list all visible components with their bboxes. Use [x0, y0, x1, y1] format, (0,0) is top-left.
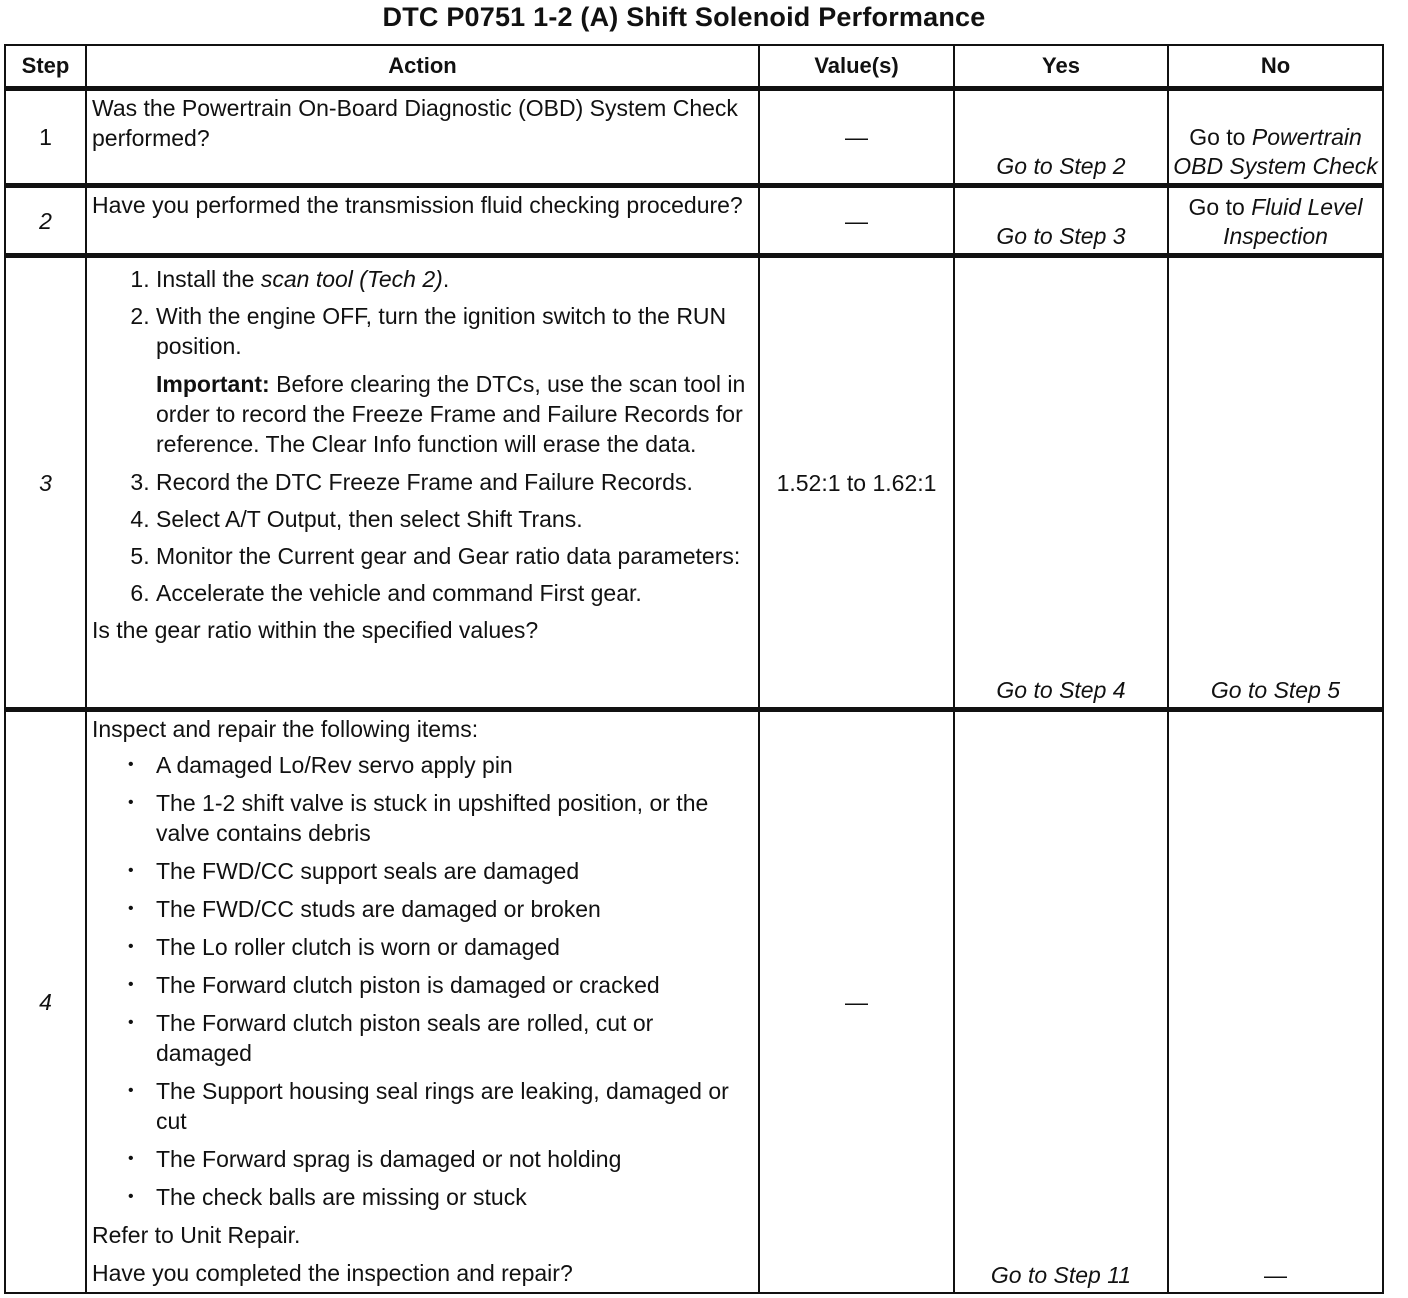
header-yes: Yes: [954, 45, 1168, 89]
list-item: • The FWD/CC support seals are damaged: [156, 856, 750, 886]
table-row-step-1: [5, 89, 1383, 186]
procedure-step: [156, 301, 750, 459]
procedure-step: [156, 504, 750, 534]
important-note: [156, 369, 750, 459]
header-action: Action: [86, 45, 759, 89]
procedure-step: [156, 264, 750, 294]
no-cell: [1168, 710, 1383, 1294]
yes-link[interactable]: Go to Step 3: [996, 223, 1126, 249]
step-text: Install the: [156, 266, 255, 292]
list-item: • The 1-2 shift valve is stuck in upshifted position, or the valve contains debris: [156, 788, 750, 848]
step-text: Accelerate the vehicle and command First gear.: [156, 580, 642, 606]
list-item: • The Forward sprag is damaged or not holding: [156, 1144, 750, 1174]
question-text: Is the gear ratio within the specified values?: [92, 617, 539, 643]
table-row-step-2: [5, 186, 1383, 256]
step-text: Select A/T Output, then select Shift Trans.: [156, 506, 583, 532]
list-item: • The Forward clutch piston seals are rolled, cut or damaged: [156, 1008, 750, 1068]
table-header-row: [5, 45, 1383, 89]
page-title: DTC P0751 1-2 (A) Shift Solenoid Performance: [382, 2, 986, 32]
procedure-list: [92, 264, 750, 608]
no-cell: [1168, 186, 1383, 256]
intro-text: Inspect and repair the following items:: [92, 716, 479, 742]
step-text: Monitor the Current gear and Gear ratio data parameters:: [156, 543, 741, 569]
procedure-step: [156, 541, 750, 571]
list-item: • The Forward clutch piston is damaged or cracked: [156, 970, 750, 1000]
list-item: • The Lo roller clutch is worn or damaged: [156, 932, 750, 962]
no-cell: [1168, 256, 1383, 710]
yes-cell: [954, 710, 1168, 1294]
yes-cell: [954, 89, 1168, 186]
procedure-step: [156, 467, 750, 497]
step-number: 3: [5, 256, 86, 710]
yes-link[interactable]: Go to Step 2: [996, 153, 1126, 179]
action-cell: [86, 710, 759, 1294]
scan-tool-link[interactable]: scan tool (Tech 2): [260, 266, 443, 292]
diagnostic-table: [4, 44, 1384, 1294]
value-cell: —: [759, 186, 954, 256]
important-label: Important:: [156, 371, 270, 397]
yes-cell: [954, 186, 1168, 256]
refer-text: Refer to Unit Repair.: [92, 1222, 301, 1248]
step-number: 4: [5, 710, 86, 1294]
header-values: Value(s): [759, 45, 954, 89]
action-cell: [86, 256, 759, 710]
header-no: No: [1168, 45, 1383, 89]
step-text: With the engine OFF, turn the ignition switch to the RUN position.: [156, 303, 727, 359]
yes-link[interactable]: Go to Step 4: [996, 677, 1126, 703]
value-cell: —: [759, 710, 954, 1294]
step-number: 1: [5, 89, 86, 186]
no-cell: [1168, 89, 1383, 186]
no-link[interactable]: Go to Step 5: [1210, 677, 1341, 703]
action-cell: Was the Powertrain On-Board Diagnostic (OBD) System Check performed?: [86, 89, 759, 186]
question-text: Have you completed the inspection and repair?: [92, 1260, 573, 1286]
no-value: —: [1264, 1262, 1287, 1288]
step-number: 2: [5, 186, 86, 256]
no-prefix: Go to: [1189, 124, 1246, 150]
list-item: • The check balls are missing or stuck: [156, 1182, 750, 1212]
no-link[interactable]: Fluid Level Inspection: [1223, 194, 1363, 249]
list-item: • The Support housing seal rings are leaking, damaged or cut: [156, 1076, 750, 1136]
list-item: • A damaged Lo/Rev servo apply pin: [156, 750, 750, 780]
yes-link[interactable]: Go to Step 11: [990, 1262, 1132, 1288]
value-cell: —: [759, 89, 954, 186]
value-cell: 1.52:1 to 1.62:1: [759, 256, 954, 710]
important-text: Before clearing the DTCs, use the scan tool in order to record the Freeze Frame and Failure Records for reference. The Clear Info function will erase the data.: [156, 371, 746, 457]
table-row-step-3: [5, 256, 1383, 710]
step-text: Record the DTC Freeze Frame and Failure Records.: [156, 469, 693, 495]
yes-cell: [954, 256, 1168, 710]
procedure-step: [156, 578, 750, 608]
table-row-step-4: [5, 710, 1383, 1294]
no-prefix: Go to: [1188, 194, 1245, 220]
action-cell: Have you performed the transmission fluid checking procedure?: [86, 186, 759, 256]
step-text: .: [442, 266, 450, 292]
inspection-list: [92, 750, 750, 1212]
header-step: Step: [5, 45, 86, 89]
list-item: • The FWD/CC studs are damaged or broken: [156, 894, 750, 924]
no-link[interactable]: Powertrain OBD System Check: [1173, 124, 1378, 179]
